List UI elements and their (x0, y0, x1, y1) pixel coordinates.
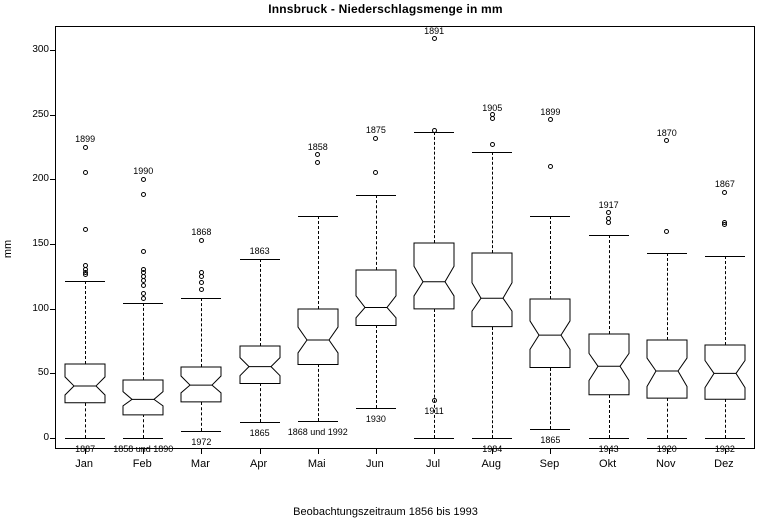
annotation-1870: 1870 (656, 127, 677, 138)
chart-title: Innsbruck - Niederschlagsmenge in mm (268, 2, 503, 16)
outlier-point (199, 280, 204, 285)
box-jun (356, 270, 396, 326)
outlier-point (141, 177, 146, 182)
y-tick-mark (50, 244, 56, 245)
outlier-point (664, 138, 669, 143)
outlier-point (83, 227, 88, 232)
cap-upper (472, 152, 512, 153)
y-tick-label: 300 (32, 44, 49, 56)
x-tick-label-dez: Dez (714, 458, 734, 470)
outlier-point (373, 136, 378, 141)
y-tick-label: 0 (43, 431, 49, 443)
cap-lower (65, 438, 105, 439)
cap-upper (356, 195, 396, 196)
annotation-1868-und-1992: 1868 und 1992 (287, 426, 348, 437)
whisker-lower (143, 414, 145, 437)
outlier-point (199, 287, 204, 292)
outlier-point (199, 238, 204, 243)
x-tick-label-mar: Mar (190, 458, 210, 470)
outlier-point (83, 145, 88, 150)
whisker-lower (492, 327, 494, 438)
cap-lower (647, 438, 687, 439)
x-tick-label-nov: Nov (655, 458, 676, 470)
cap-upper (647, 253, 687, 254)
outlier-point (315, 160, 320, 165)
outlier-point (141, 291, 146, 296)
annotation-1917: 1917 (598, 199, 619, 210)
outlier-point (315, 152, 320, 157)
whisker-lower (725, 399, 727, 438)
annotation-1865: 1865 (540, 434, 561, 445)
cap-upper (530, 216, 570, 217)
whisker-lower (376, 325, 378, 408)
box-apr (240, 346, 280, 383)
y-tick-mark (50, 438, 56, 439)
y-tick-label: 50 (37, 367, 49, 379)
annotation-1899: 1899 (540, 106, 561, 117)
outlier-point (606, 216, 611, 221)
annotation-1905: 1905 (482, 103, 503, 114)
box-mar (181, 367, 221, 402)
y-tick-label: 250 (32, 108, 49, 120)
annotation-1858-und-1890: 1858 und 1890 (113, 443, 174, 454)
whisker-upper (609, 235, 611, 334)
whisker-upper (725, 256, 727, 345)
y-tick-mark (50, 50, 56, 51)
outlier-point (83, 170, 88, 175)
annotation-1858: 1858 (307, 141, 328, 152)
annotation-1875: 1875 (365, 125, 386, 136)
cap-upper (589, 235, 629, 236)
x-tick-label-jun: Jun (366, 458, 384, 470)
box-nov (647, 340, 687, 398)
x-axis-label: Beobachtungszeitraum 1856 bis 1993 (293, 506, 478, 518)
box-sep (530, 299, 570, 367)
annotation-1920: 1920 (656, 443, 677, 454)
whisker-upper (434, 132, 436, 243)
cap-upper (240, 259, 280, 260)
whisker-upper (143, 303, 145, 379)
outlier-point (141, 192, 146, 197)
cap-lower (589, 438, 629, 439)
plot-area (32, 25, 755, 454)
annotation-1932: 1932 (714, 443, 735, 454)
y-tick-label: 200 (32, 173, 49, 185)
outlier-point (432, 36, 437, 41)
outlier-point (490, 142, 495, 147)
whisker-upper (492, 152, 494, 253)
x-tick-label-aug: Aug (481, 458, 502, 470)
whisker-lower (550, 368, 552, 429)
outlier-point (432, 128, 437, 133)
outlier-point (373, 170, 378, 175)
annotation-1868: 1868 (191, 227, 212, 238)
annotation-1990: 1990 (133, 166, 154, 177)
whisker-upper (260, 259, 262, 346)
x-tick-mark (376, 448, 377, 454)
annotation-1972: 1972 (191, 437, 212, 448)
whisker-lower (260, 383, 262, 422)
outlier-point (141, 249, 146, 254)
x-tick-mark (318, 448, 319, 454)
x-tick-label-okt: Okt (599, 458, 617, 470)
x-tick-label-apr: Apr (250, 458, 268, 470)
whisker-lower (434, 309, 436, 438)
outlier-point (432, 398, 437, 403)
whisker-lower (318, 364, 320, 421)
y-axis-label: mm (2, 239, 14, 259)
box-jan (65, 364, 105, 403)
y-tick-label: 150 (32, 237, 49, 249)
annotation-1911: 1911 (424, 406, 444, 417)
cap-lower (414, 438, 454, 439)
whisker-lower (609, 395, 611, 438)
annotation-1865: 1865 (249, 428, 270, 439)
box-mai (298, 309, 338, 365)
whisker-upper (85, 281, 87, 364)
whisker-upper (550, 216, 552, 300)
cap-lower (240, 422, 280, 423)
whisker-upper (201, 298, 203, 366)
outlier-point (548, 117, 553, 122)
outlier-point (722, 220, 727, 225)
y-tick-mark (50, 373, 56, 374)
x-tick-label-feb: Feb (132, 458, 152, 470)
annotation-1930: 1930 (365, 413, 386, 424)
annotation-1887: 1887 (75, 443, 96, 454)
annotation-1899: 1899 (75, 134, 96, 145)
y-tick-mark (50, 179, 56, 180)
x-tick-label-jan: Jan (75, 458, 93, 470)
box-okt (589, 334, 629, 395)
annotation-1863: 1863 (249, 246, 270, 257)
whisker-upper (667, 253, 669, 340)
cap-lower (705, 438, 745, 439)
whisker-upper (376, 195, 378, 270)
box-feb (123, 380, 163, 415)
x-tick-mark (434, 448, 435, 454)
y-tick-mark (50, 115, 56, 116)
x-tick-mark (260, 448, 261, 454)
cap-upper (298, 216, 338, 217)
x-tick-label-mai: Mai (307, 458, 326, 470)
whisker-upper (318, 216, 320, 309)
outlier-point (141, 283, 146, 288)
whisker-lower (201, 402, 203, 432)
box-jul (414, 243, 454, 309)
outlier-point (606, 210, 611, 215)
outlier-point (664, 229, 669, 234)
plot-inner (32, 25, 754, 454)
whisker-lower (85, 403, 87, 438)
annotation-1891: 1891 (424, 25, 445, 36)
x-tick-mark (550, 448, 551, 454)
y-tick-label: 100 (32, 302, 49, 314)
annotation-1984: 1984 (482, 443, 503, 454)
outlier-point (548, 164, 553, 169)
cap-upper (181, 298, 221, 299)
whisker-lower (667, 398, 669, 438)
outlier-point (722, 190, 727, 195)
cap-upper (123, 303, 163, 304)
outlier-point (199, 270, 204, 275)
cap-lower (530, 429, 570, 430)
cap-upper (65, 281, 105, 282)
x-tick-label-sep: Sep (539, 458, 560, 470)
box-dez (705, 345, 745, 399)
outlier-point (141, 296, 146, 301)
outlier-point (83, 267, 88, 272)
x-tick-mark (201, 448, 202, 454)
annotation-1867: 1867 (714, 179, 735, 190)
cap-upper (705, 256, 745, 257)
box-aug (472, 253, 512, 327)
x-tick-label-jul: Jul (426, 458, 441, 470)
annotation-1943: 1943 (598, 443, 619, 454)
y-tick-mark (50, 309, 56, 310)
